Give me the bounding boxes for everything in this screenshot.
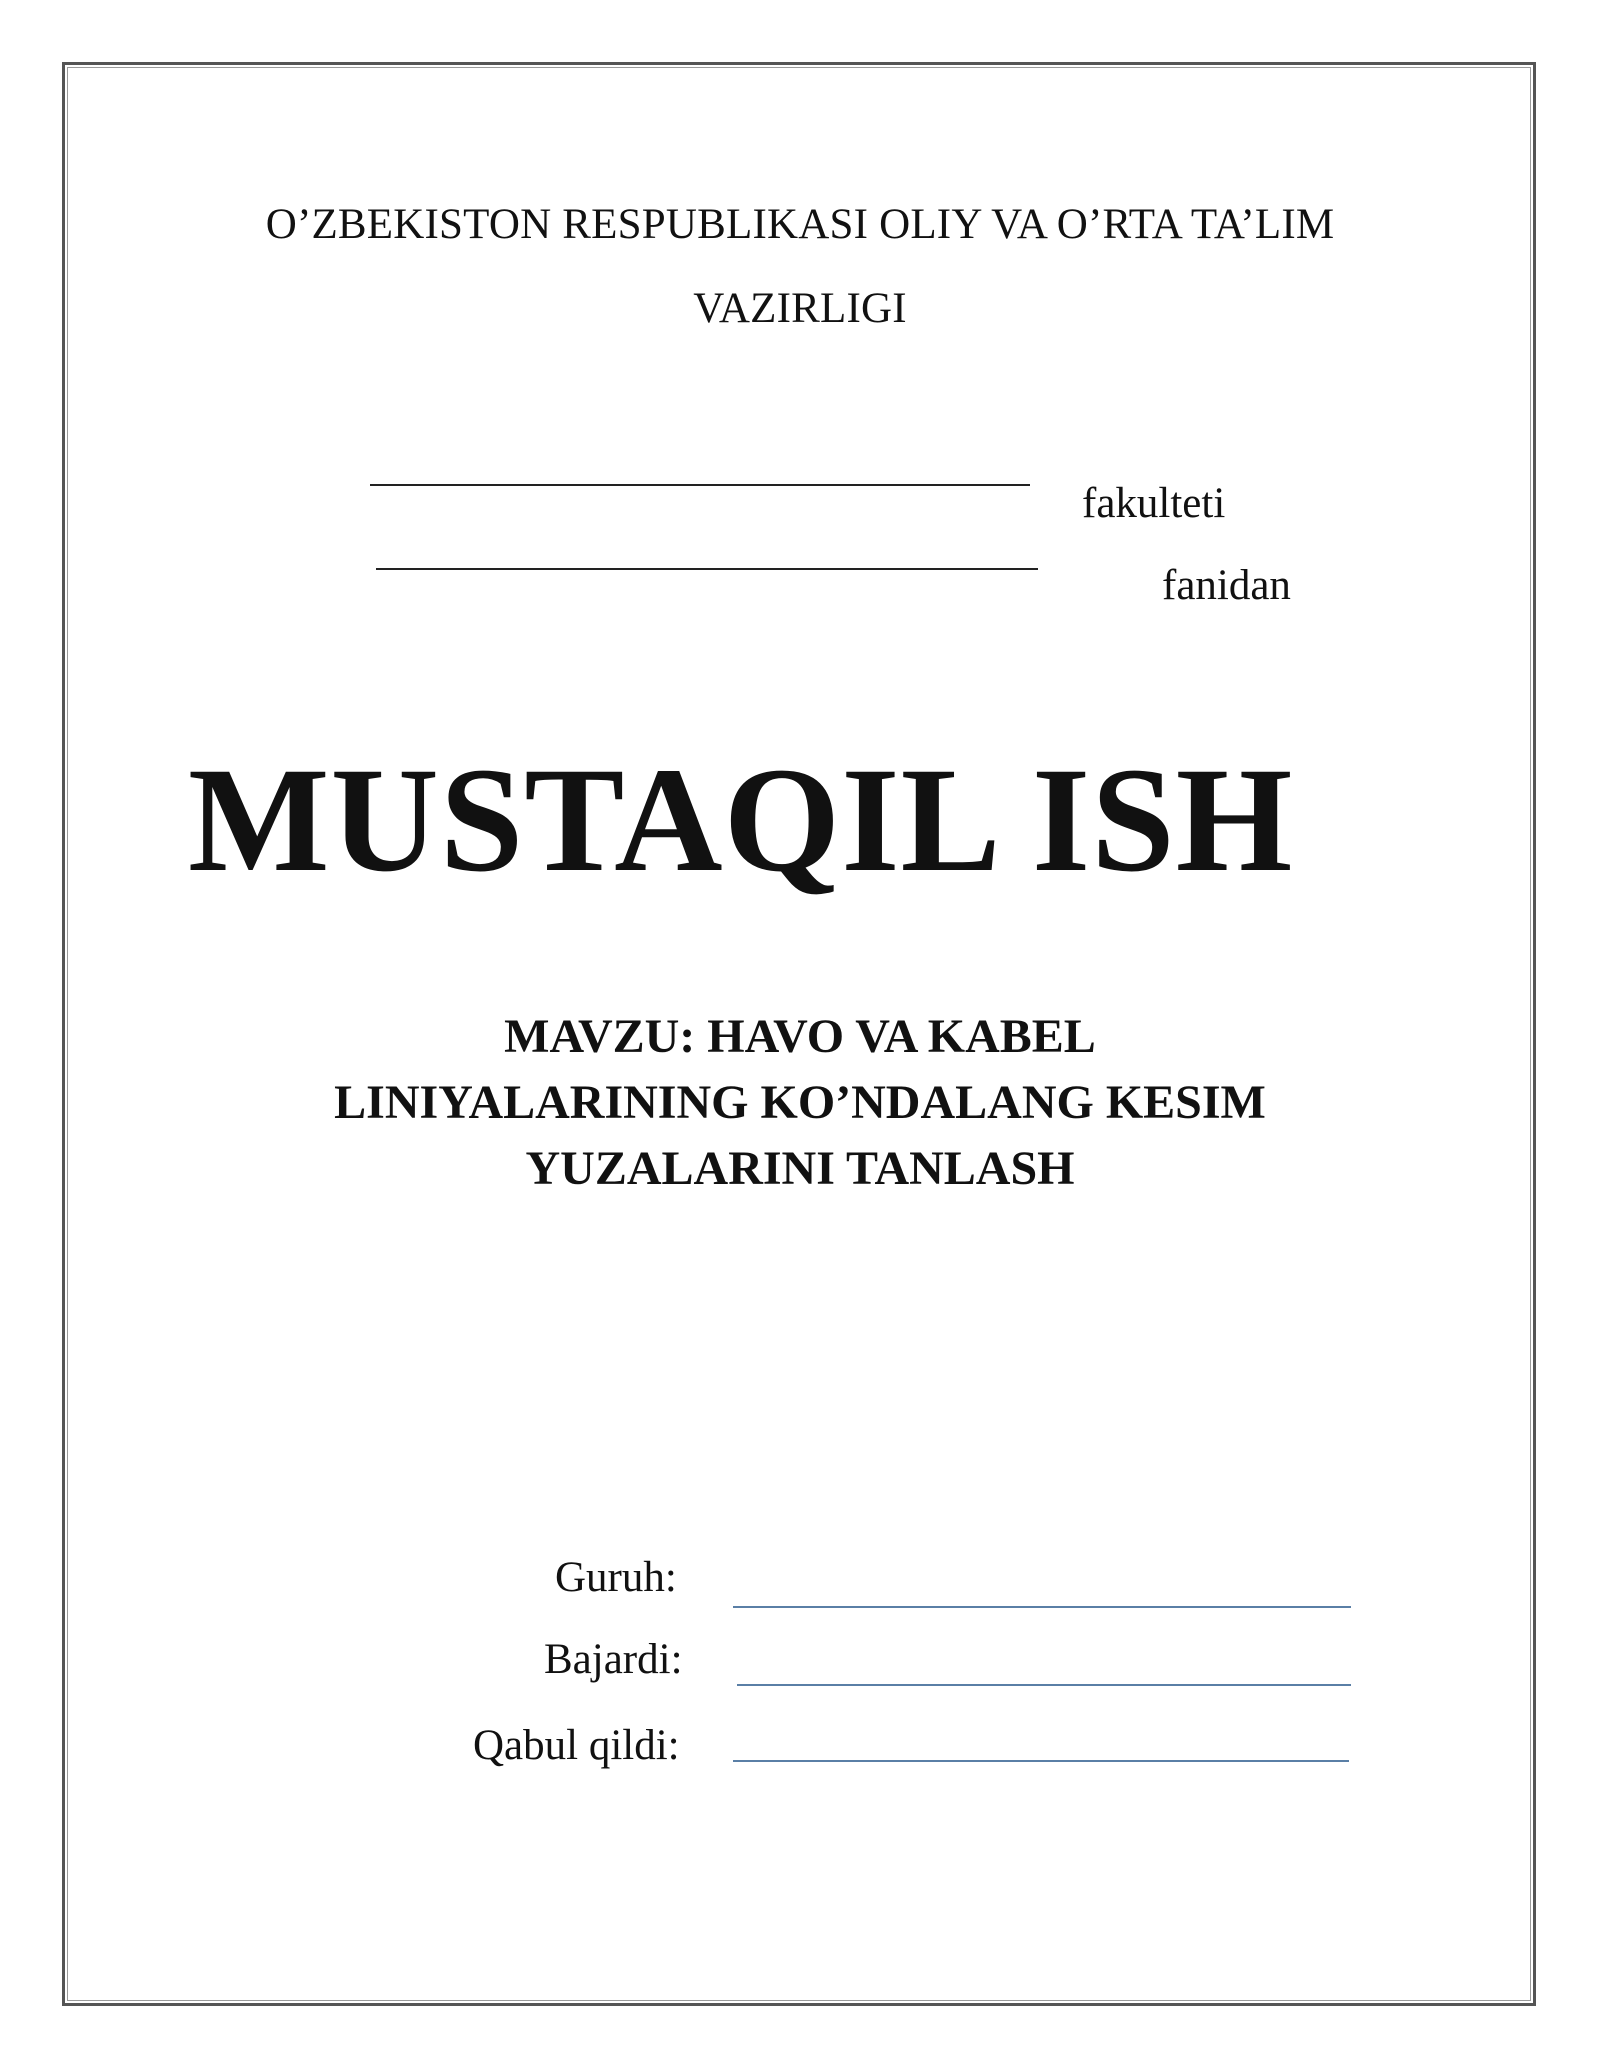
group-label: Guruh:: [555, 1554, 677, 1601]
accepted-by-signature-line: [733, 1760, 1349, 1762]
ministry-line-2: VAZIRLIGI: [693, 285, 907, 332]
done-by-signature-line: [737, 1684, 1351, 1686]
topic-line-2: LINIYALARINING KO’NDALANG KESIM: [334, 1076, 1266, 1129]
ministry-line-1: O’ZBEKISTON RESPUBLIKASI OLIY VA O’RTA TA’LIM: [265, 201, 1335, 248]
subject-label: fanidan: [1162, 562, 1291, 609]
accepted-by-label: Qabul qildi:: [473, 1722, 680, 1769]
topic-line-1: MAVZU: HAVO VA KABEL: [504, 1010, 1096, 1063]
faculty-blank-line: [370, 484, 1030, 486]
faculty-label: fakulteti: [1082, 480, 1226, 527]
subject-blank-line: [376, 568, 1038, 570]
document-title: MUSTAQIL ISH: [188, 737, 1294, 903]
topic-line-3: YUZALARINI TANLASH: [525, 1142, 1075, 1195]
ministry-header: [0, 183, 1600, 351]
topic-block: [0, 1004, 1600, 1202]
group-signature-line: [733, 1606, 1351, 1608]
done-by-label: Bajardi:: [544, 1636, 683, 1683]
